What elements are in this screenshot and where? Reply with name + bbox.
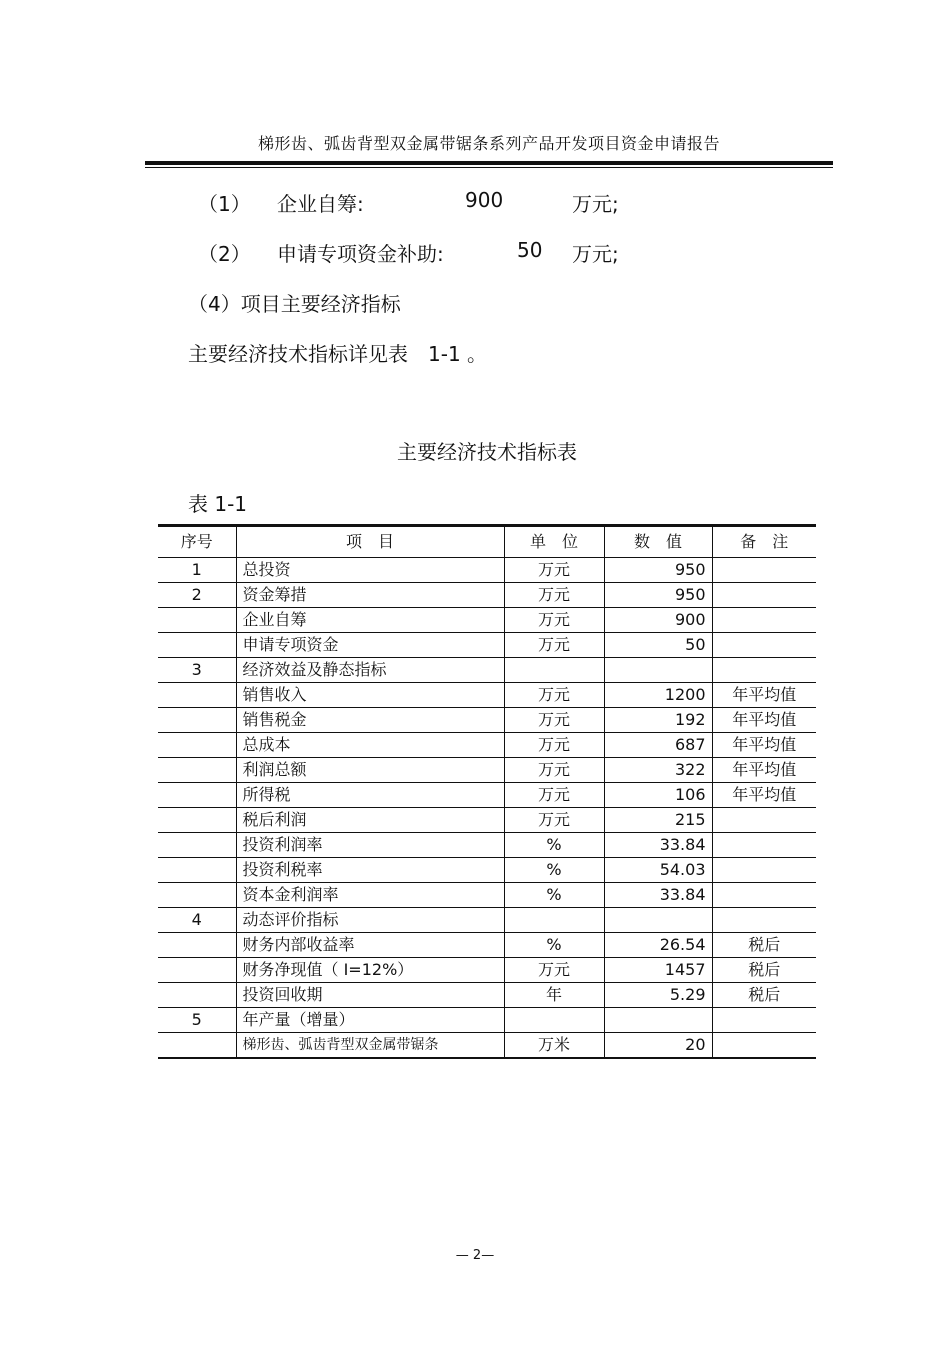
cell-note: [712, 858, 816, 883]
indicators-table: [158, 524, 816, 1059]
cell-unit: [504, 658, 604, 683]
cell-value: 106: [604, 783, 712, 808]
cell-note: 年平均值: [712, 733, 816, 758]
cell-note: [712, 833, 816, 858]
cell-item: 经济效益及静态指标: [236, 658, 504, 683]
cell-unit: 万元: [504, 608, 604, 633]
cell-seq: [158, 808, 236, 833]
cell-seq: 4: [158, 908, 236, 933]
cell-value: 900: [604, 608, 712, 633]
cell-item: 资金筹措: [236, 583, 504, 608]
cell-value: [604, 658, 712, 683]
cell-seq: [158, 883, 236, 908]
cell-note: [712, 808, 816, 833]
cell-note: [712, 583, 816, 608]
table-row: [158, 558, 816, 583]
cell-value: 322: [604, 758, 712, 783]
cell-unit: %: [504, 858, 604, 883]
cell-value: 5.29: [604, 983, 712, 1008]
table-row: [158, 958, 816, 983]
cell-unit: 万元: [504, 583, 604, 608]
cell-value: 33.84: [604, 833, 712, 858]
intro-paragraph: 主要经济技术指标详见表 1-1 。: [188, 342, 488, 366]
cell-seq: [158, 733, 236, 758]
cell-item: 梯形齿、弧齿背型双金属带锯条: [236, 1033, 504, 1059]
header-value: 数 值: [604, 526, 712, 558]
cell-value: 20: [604, 1033, 712, 1059]
cell-item: 动态评价指标: [236, 908, 504, 933]
cell-seq: [158, 708, 236, 733]
cell-seq: [158, 833, 236, 858]
cell-item: 利润总额: [236, 758, 504, 783]
funding-line-2-label: 申请专项资金补助:: [277, 242, 444, 266]
table-row: [158, 1033, 816, 1059]
cell-seq: [158, 758, 236, 783]
header-note: 备 注: [712, 526, 816, 558]
funding-line-1-number: （1）: [198, 192, 251, 216]
cell-unit: 万元: [504, 958, 604, 983]
table-row: [158, 733, 816, 758]
funding-line-2-value: 50: [517, 238, 543, 262]
cell-unit: [504, 1008, 604, 1033]
cell-value: 1200: [604, 683, 712, 708]
funding-line-2-number: （2）: [198, 242, 251, 266]
cell-seq: [158, 608, 236, 633]
cell-note: [712, 1008, 816, 1033]
table-row: [158, 883, 816, 908]
cell-unit: %: [504, 833, 604, 858]
table-header-row: [158, 526, 816, 558]
funding-line-1-unit: 万元;: [572, 192, 619, 216]
page-header-title: 梯形齿、弧齿背型双金属带锯条系列产品开发项目资金申请报告: [257, 134, 720, 153]
cell-value: 687: [604, 733, 712, 758]
cell-seq: [158, 783, 236, 808]
page-number: — 2—: [455, 1248, 495, 1263]
section-heading: （4）项目主要经济指标: [188, 292, 401, 316]
table-row: [158, 1008, 816, 1033]
cell-note: [712, 633, 816, 658]
cell-seq: 2: [158, 583, 236, 608]
cell-value: [604, 1008, 712, 1033]
cell-value: 950: [604, 583, 712, 608]
cell-value: 215: [604, 808, 712, 833]
cell-unit: 万元: [504, 708, 604, 733]
cell-note: [712, 558, 816, 583]
cell-seq: [158, 1033, 236, 1059]
cell-item: 投资回收期: [236, 983, 504, 1008]
table-row: [158, 833, 816, 858]
table-row: [158, 908, 816, 933]
cell-note: [712, 658, 816, 683]
header-unit: 单 位: [504, 526, 604, 558]
funding-line-1-label: 企业自筹:: [277, 192, 364, 216]
cell-note: [712, 608, 816, 633]
cell-note: 年平均值: [712, 708, 816, 733]
cell-note: 年平均值: [712, 683, 816, 708]
table-row: [158, 658, 816, 683]
cell-unit: 万元: [504, 808, 604, 833]
header-item: 项 目: [236, 526, 504, 558]
cell-item: 总成本: [236, 733, 504, 758]
cell-unit: 万元: [504, 683, 604, 708]
cell-note: 税后: [712, 983, 816, 1008]
cell-seq: 3: [158, 658, 236, 683]
table-caption: 主要经济技术指标表: [397, 440, 577, 464]
header-rule-thin: [145, 167, 833, 168]
cell-value: 1457: [604, 958, 712, 983]
cell-seq: [158, 633, 236, 658]
cell-seq: [158, 983, 236, 1008]
cell-item: 财务内部收益率: [236, 933, 504, 958]
table-row: [158, 933, 816, 958]
table-row: [158, 808, 816, 833]
cell-unit: 万元: [504, 558, 604, 583]
table-row: [158, 683, 816, 708]
cell-seq: 5: [158, 1008, 236, 1033]
cell-note: 年平均值: [712, 783, 816, 808]
cell-unit: %: [504, 933, 604, 958]
table-row: [158, 758, 816, 783]
cell-unit: 万元: [504, 633, 604, 658]
funding-line-1-value: 900: [465, 188, 504, 212]
cell-unit: 万元: [504, 733, 604, 758]
cell-unit: 万元: [504, 758, 604, 783]
header-seq: 序号: [158, 526, 236, 558]
cell-item: 所得税: [236, 783, 504, 808]
cell-seq: 1: [158, 558, 236, 583]
cell-note: [712, 883, 816, 908]
table-label: 表 1-1: [188, 492, 248, 516]
cell-item: 财务净现值（ I=12%）: [236, 958, 504, 983]
cell-unit: %: [504, 883, 604, 908]
cell-note: 税后: [712, 958, 816, 983]
cell-item: 总投资: [236, 558, 504, 583]
cell-value: 26.54: [604, 933, 712, 958]
cell-seq: [158, 858, 236, 883]
table-row: [158, 708, 816, 733]
cell-item: 投资利税率: [236, 858, 504, 883]
funding-line-2-unit: 万元;: [572, 242, 619, 266]
cell-unit: 万元: [504, 783, 604, 808]
cell-item: 申请专项资金: [236, 633, 504, 658]
cell-note: [712, 908, 816, 933]
cell-item: 企业自筹: [236, 608, 504, 633]
cell-seq: [158, 958, 236, 983]
table-row: [158, 858, 816, 883]
table-row: [158, 583, 816, 608]
table-row: [158, 783, 816, 808]
cell-item: 年产量（增量）: [236, 1008, 504, 1033]
table-row: [158, 983, 816, 1008]
cell-unit: 万米: [504, 1033, 604, 1059]
cell-note: 年平均值: [712, 758, 816, 783]
cell-value: 54.03: [604, 858, 712, 883]
cell-value: 50: [604, 633, 712, 658]
cell-item: 资本金利润率: [236, 883, 504, 908]
cell-value: [604, 908, 712, 933]
cell-note: [712, 1033, 816, 1059]
cell-note: 税后: [712, 933, 816, 958]
cell-item: 销售税金: [236, 708, 504, 733]
table-row: [158, 633, 816, 658]
cell-item: 税后利润: [236, 808, 504, 833]
cell-value: 950: [604, 558, 712, 583]
cell-value: 192: [604, 708, 712, 733]
cell-value: 33.84: [604, 883, 712, 908]
cell-seq: [158, 683, 236, 708]
cell-unit: [504, 908, 604, 933]
cell-seq: [158, 933, 236, 958]
table-row: [158, 608, 816, 633]
cell-item: 投资利润率: [236, 833, 504, 858]
cell-unit: 年: [504, 983, 604, 1008]
header-rule-thick: [145, 161, 833, 165]
cell-item: 销售收入: [236, 683, 504, 708]
